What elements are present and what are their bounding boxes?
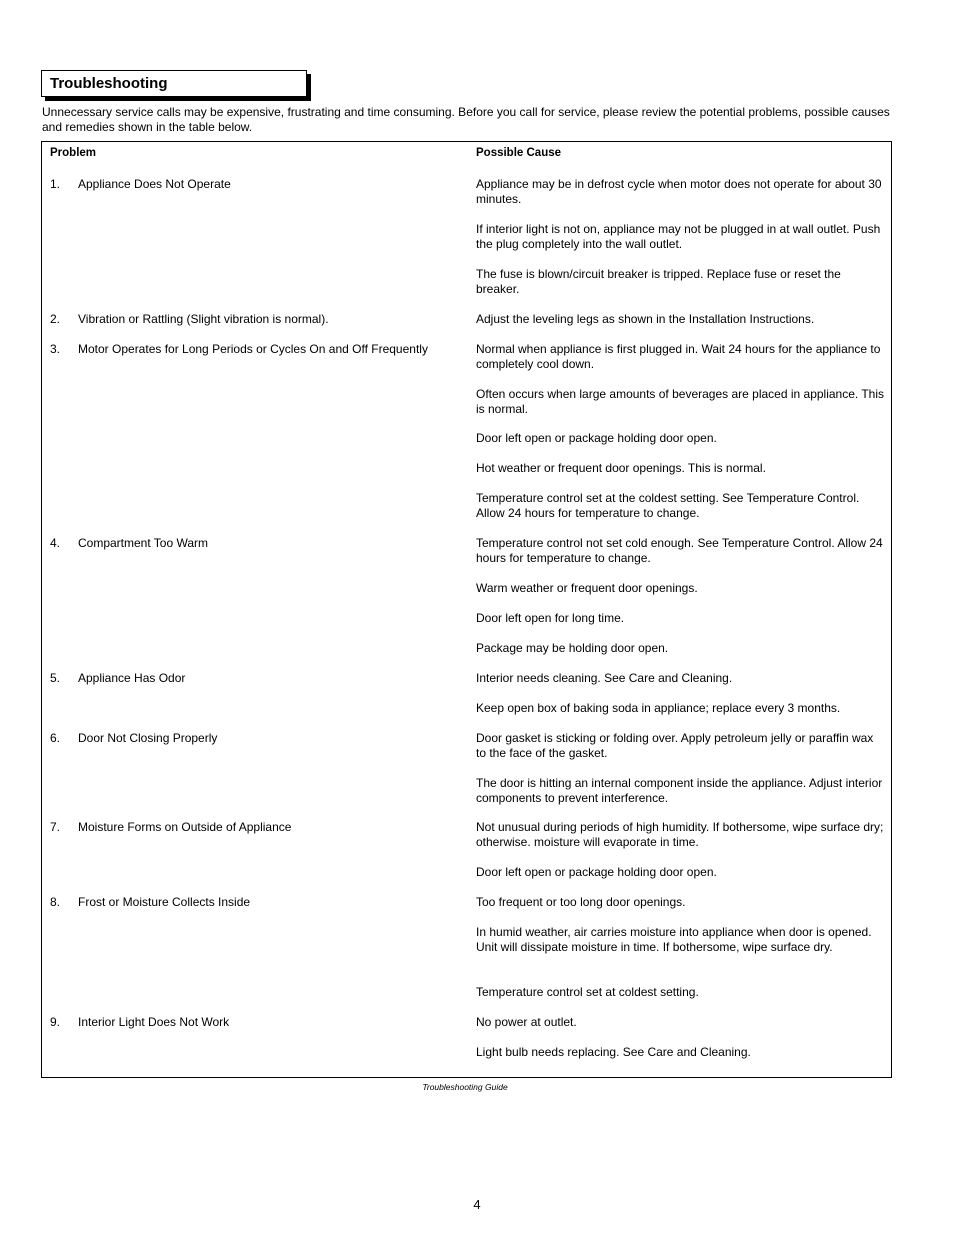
row-number: 7. (50, 820, 61, 834)
cause-text: Door left open for long time. (476, 611, 625, 625)
cause-text: Temperature control set at the coldest setting. See Temperature Control. Allow 24 hours for temperature to change. (476, 491, 860, 520)
problem-label: Motor Operates for Long Periods or Cycles On and Off Frequently (78, 342, 428, 356)
header-possible-cause: Possible Cause (476, 147, 562, 159)
row-number: 6. (50, 731, 61, 745)
header-problem: Problem (50, 147, 97, 159)
cause-text: Temperature control not set cold enough. See Temperature Control. Allow 24 hours for temperature to change. (476, 536, 883, 565)
cause-text: Door gasket is sticking or folding over. Apply petroleum jelly or paraffin wax to the face of the gasket. (476, 731, 874, 760)
problem-label: Frost or Moisture Collects Inside (78, 895, 251, 909)
row-number: 5. (50, 671, 61, 685)
problem-label: Compartment Too Warm (78, 536, 209, 550)
cause-text: Adjust the leveling legs as shown in the Installation Instructions. (476, 312, 815, 326)
cause-text: Too frequent or too long door openings. (476, 895, 686, 909)
cause-text: Light bulb needs replacing. See Care and Cleaning. (476, 1045, 751, 1059)
cause-text: Warm weather or frequent door openings. (476, 581, 698, 595)
table-caption: Troubleshooting Guide (422, 1082, 508, 1092)
problem-label: Appliance Has Odor (78, 671, 186, 685)
cause-text: Hot weather or frequent door openings. This is normal. (476, 461, 766, 475)
problem-label: Door Not Closing Properly (78, 731, 218, 745)
cause-text: Door left open or package holding door open. (476, 431, 717, 445)
cause-text: Package may be holding door open. (476, 641, 669, 655)
problem-label: Interior Light Does Not Work (78, 1015, 230, 1029)
cause-text: Appliance may be in defrost cycle when motor does not operate for about 30 minutes. (476, 177, 882, 206)
cause-text: Keep open box of baking soda in appliance; replace every 3 months. (476, 701, 841, 715)
cause-text: Door left open or package holding door open. (476, 865, 717, 879)
cause-text: Temperature control set at coldest setting. (476, 985, 699, 999)
row-number: 8. (50, 895, 61, 909)
row-number: 9. (50, 1015, 61, 1029)
cause-text: Often occurs when large amounts of beverages are placed in appliance. This is normal. (476, 387, 885, 416)
cause-text: Not unusual during periods of high humidity. If bothersome, wipe surface dry; otherwise. moisture will evaporate in time. (476, 820, 884, 849)
cause-text: No power at outlet. (476, 1015, 577, 1029)
problem-label: Appliance Does Not Operate (78, 177, 231, 191)
cause-text: The fuse is blown/circuit breaker is tripped. Replace fuse or reset the breaker. (476, 267, 841, 296)
section-title: Troubleshooting (50, 75, 168, 92)
cause-text: In humid weather, air carries moisture into appliance when door is opened. Unit will dissipate moisture in time. If bothersome, wipe surface dry. (476, 925, 872, 954)
row-number: 1. (50, 177, 61, 191)
row-number: 2. (50, 312, 61, 326)
page-number: 4 (473, 1197, 481, 1212)
cause-text: The door is hitting an internal component inside the appliance. Adjust interior components to prevent interference. (476, 776, 883, 805)
intro-paragraph: Unnecessary service calls may be expensive, frustrating and time consuming. Before you call for service, please review the potential problems, possible causes and remedies shown in the table below. (42, 105, 890, 134)
section-title-box (41, 70, 307, 97)
row-number: 4. (50, 536, 61, 550)
cause-text: Interior needs cleaning. See Care and Cleaning. (476, 671, 733, 685)
cause-text: Normal when appliance is first plugged in. Wait 24 hours for the appliance to completely cool down. (476, 342, 881, 371)
row-number: 3. (50, 342, 61, 356)
problem-label: Vibration or Rattling (Slight vibration is normal). (78, 312, 329, 326)
problem-label: Moisture Forms on Outside of Appliance (78, 820, 292, 834)
cause-text: If interior light is not on, appliance may not be plugged in at wall outlet. Push the plug completely into the wall outlet. (476, 222, 881, 251)
